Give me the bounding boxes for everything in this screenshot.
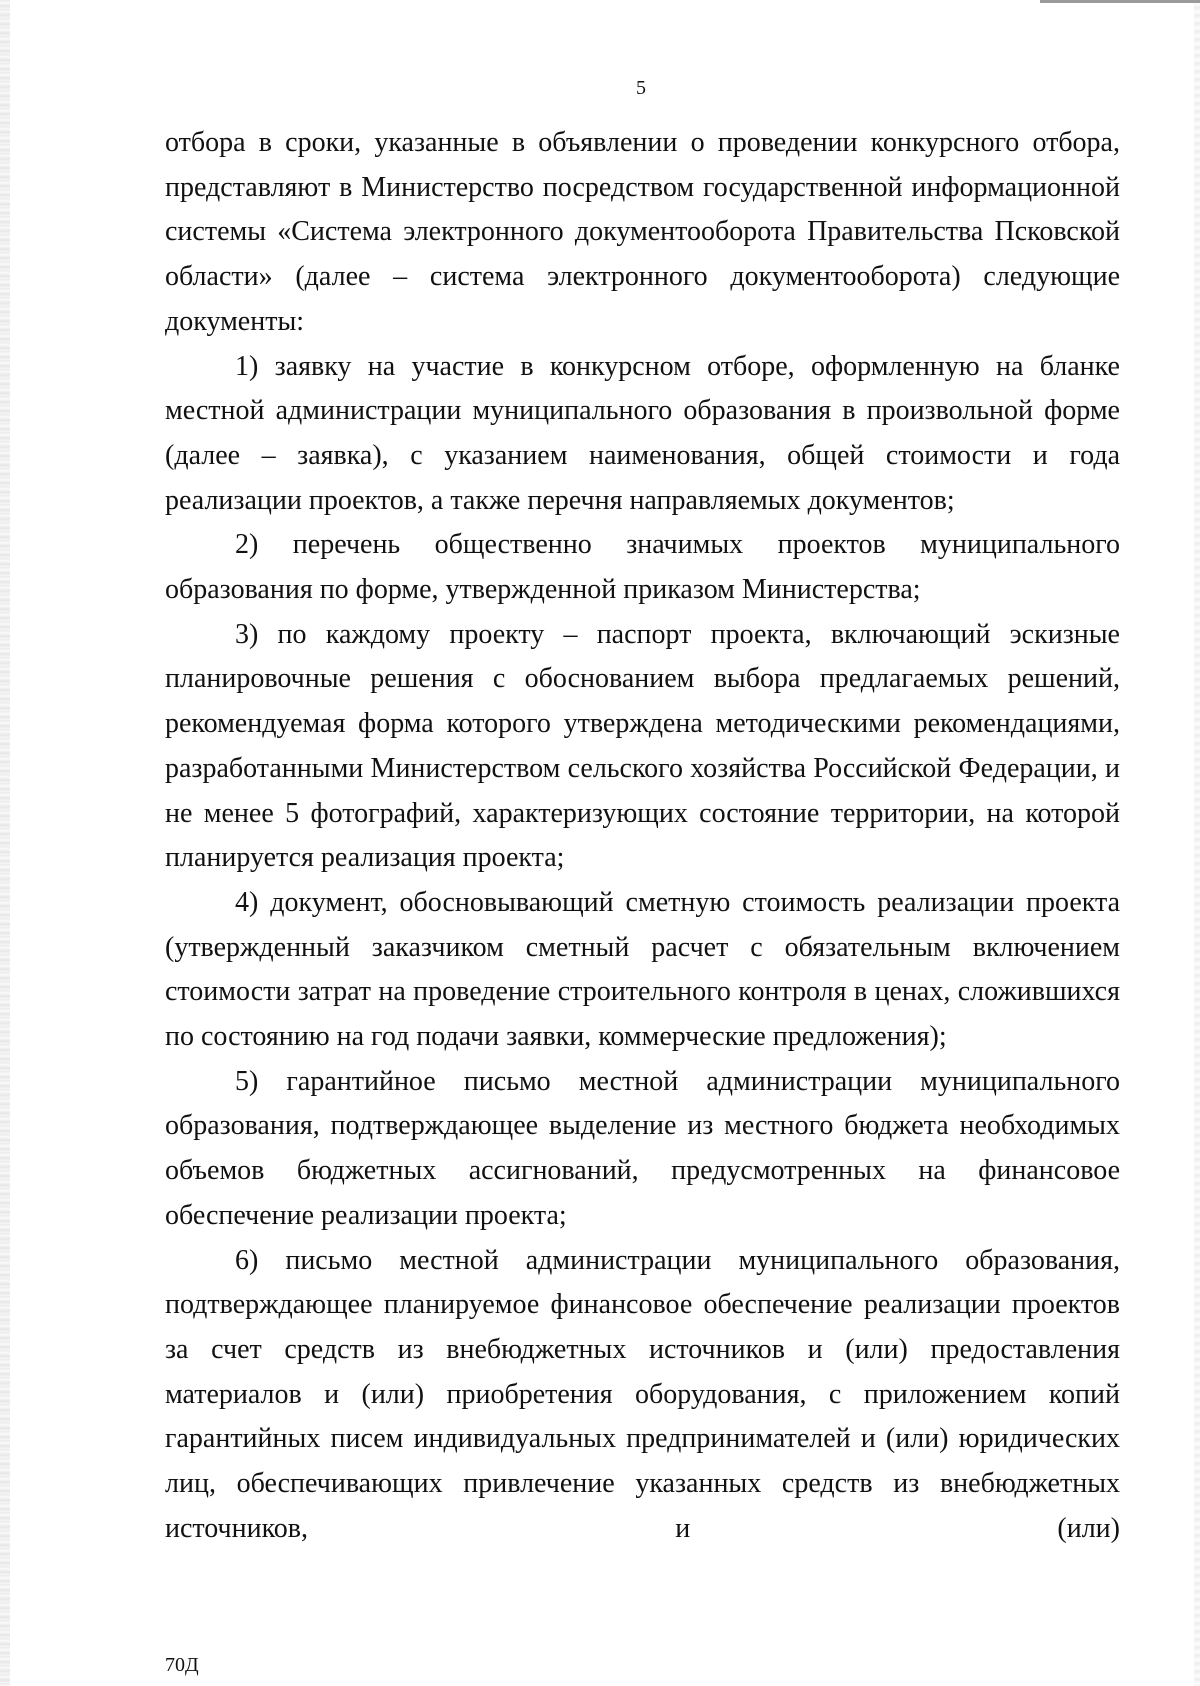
list-item-6: 6) письмо местной администрации муниципального образования, подтверждающее планируемое финансовое обеспечение реализации проектов за счет средств из внебюджетных источников и (или) предоставления материалов и (или) приобретения оборудования, с приложением копий гарантийных писем индивидуальных предпринимателей и (или) юридических лиц, обеспечивающих привлечение указанных средств из внебюджетных источников, и (или)	[165, 1244, 1120, 1544]
list-item-4: 4) документ, обосновывающий сметную стоимость реализации проекта (утвержденный заказчиком сметный расчет с обязательным включением стоимости затрат на проведение строительного контроля в ценах, сложившихся по состоянию на год подачи заявки, коммерческие предложения);	[165, 886, 1120, 1053]
scan-corner-mark	[1040, 0, 1200, 3]
footer-document-code: 70Д	[165, 1654, 199, 1676]
page-number: 5	[636, 77, 646, 99]
scan-edge-left	[0, 0, 10, 1686]
list-item-5: 5) гарантийное письмо местной администрации муниципального образования, подтверждающее выделение из местного бюджета необходимых объемов бюджетных ассигнований, предусмотренных на финансовое обеспечение реализации проекта;	[165, 1065, 1120, 1231]
scan-edge-right	[1194, 0, 1200, 1686]
list-item-2: 2) перечень общественно значимых проектов муниципального образования по форме, утвержденной приказом Министерства;	[165, 529, 1120, 606]
list-item-3: 3) по каждому проекту – паспорт проекта, включающий эскизные планировочные решения с обоснованием выбора предлагаемых решений, рекомендуемая форма которого утверждена методическими рекомендациями, разработанными Министерством сельского хозяйства Российской Федерации, и не менее 5 фотографий, характеризующих состояние территории, на которой планируется реализация проекта;	[165, 618, 1120, 874]
list-item-1: 1) заявку на участие в конкурсном отборе, оформленную на бланке местной администрации муниципального образования в произвольной форме (далее – заявка), с указанием наименования, общей стоимости и года реализации проектов, а также перечня направляемых документов;	[165, 350, 1120, 516]
paragraph-intro-continuation: отбора в сроки, указанные в объявлении о проведении конкурсного отбора, представляют в Министерство посредством государственной информационной системы «Система электронного документооборота Правительства Псковской области» (далее – система электронного документооборота) следующие документы:	[165, 127, 1120, 337]
document-body	[165, 121, 1120, 1552]
